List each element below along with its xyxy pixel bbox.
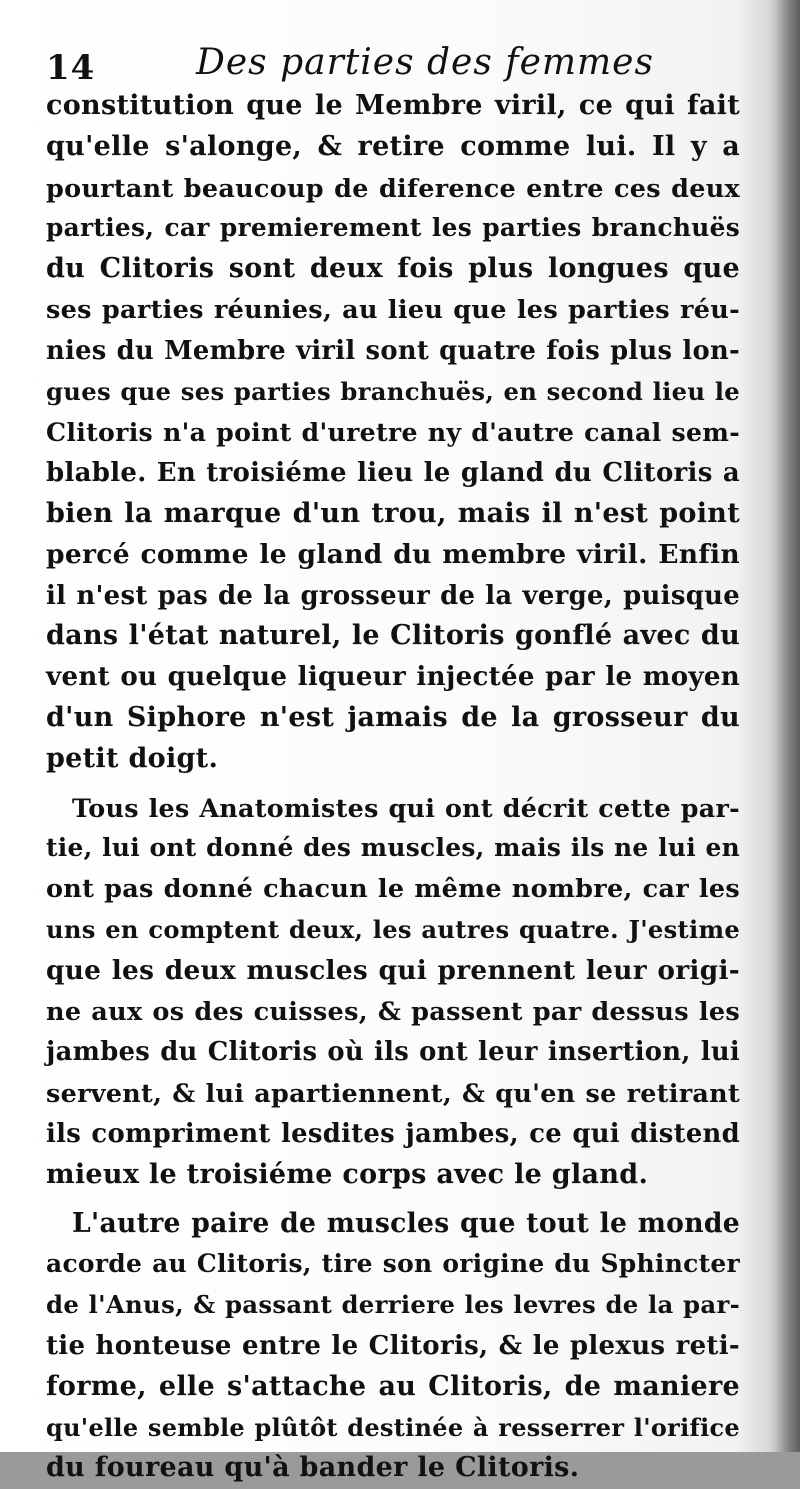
- text-line: L'autre paire de muscles que tout le monde: [72, 1207, 740, 1239]
- paragraph-1: [46, 86, 740, 780]
- text-line: Clitoris n'a point d'uretre ny d'autre canal sem-: [46, 417, 740, 448]
- body-text: [46, 86, 740, 1489]
- text-line: vent ou quelque liqueur injectée par le moyen: [46, 662, 740, 693]
- page-number: 14: [46, 48, 96, 88]
- text-line: jambes du Clitoris où ils ont leur insertion, lui: [46, 1037, 740, 1068]
- text-line: parties, car premierement les parties branchuës: [46, 213, 740, 243]
- text-line: pourtant beaucoup de diference entre ces deux: [46, 172, 740, 203]
- text-line: qu'elle s'alonge, & retire comme lui. Il y a: [46, 130, 740, 162]
- page-gutter-shadow: [774, 0, 800, 1452]
- text-line: Tous les Anatomistes qui ont décrit cette par-: [72, 792, 740, 823]
- text-line: ses parties réunies, au lieu que les parties réu-: [46, 294, 740, 325]
- text-line: tie honteuse entre le Clitoris, & le plexus reti-: [46, 1330, 740, 1361]
- text-line: uns en comptent deux, les autres quatre. J'estime: [46, 914, 740, 944]
- text-line: qu'elle semble plûtôt destinée à resserrer l'orifice: [46, 1412, 740, 1442]
- text-line: d'un Siphore n'est jamais de la grosseur du: [46, 701, 740, 733]
- text-line: acorde au Clitoris, tire son origine du Sphincter: [46, 1249, 740, 1279]
- page-header: [46, 40, 736, 92]
- text-line: bien la marque d'un trou, mais il n'est point: [46, 497, 740, 529]
- text-line: gues que ses parties branchuës, en second lieu le: [46, 376, 740, 406]
- text-line: il n'est pas de la grosseur de la verge, puisque: [46, 580, 740, 611]
- text-line: mieux le troisiéme corps avec le gland.: [46, 1158, 649, 1190]
- text-line: servent, & lui apartiennent, & qu'en se retirant: [46, 1078, 740, 1109]
- text-line: nies du Membre viril sont quatre fois plus lon-: [46, 335, 740, 366]
- text-line: du foureau qu'à bander le Clitoris.: [46, 1452, 580, 1484]
- text-line: ne aux os des cuisses, & passent par dessus les: [46, 996, 740, 1027]
- text-line: de l'Anus, & passant derriere les levres de la par-: [46, 1290, 740, 1320]
- text-line: percé comme le gland du membre viril. Enfin: [46, 538, 740, 570]
- text-line: ont pas donné chacun le même nombre, car les: [46, 874, 740, 905]
- paragraph-2: [46, 788, 740, 1196]
- text-line: blable. En troisiéme lieu le gland du Clitoris a: [46, 458, 740, 489]
- text-line: constitution que le Membre viril, ce qui fait: [46, 90, 740, 121]
- text-line: dans l'état naturel, le Clitoris gonflé avec du: [46, 620, 740, 652]
- text-line: forme, elle s'attache au Clitoris, de maniere: [46, 1370, 740, 1402]
- text-line: que les deux muscles qui prennent leur origi-: [46, 954, 740, 986]
- paragraph-3: [46, 1204, 740, 1489]
- text-line: petit doigt.: [46, 742, 219, 774]
- text-line: ils compriment lesdites jambes, ce qui distend: [46, 1118, 740, 1149]
- text-line: du Clitoris sont deux fois plus longues que: [46, 253, 740, 285]
- running-title: Des parties des femmes: [196, 42, 654, 83]
- text-line: tie, lui ont donné des muscles, mais ils ne lui en: [46, 833, 740, 863]
